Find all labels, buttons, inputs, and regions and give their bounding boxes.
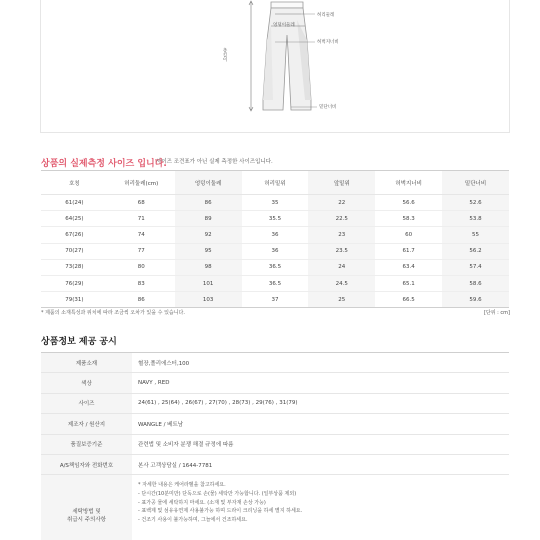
table-cell: 89 [175,211,242,227]
table-cell: 36 [242,227,309,243]
total-length-label: 총길이 [222,48,227,62]
table-cell: 103 [175,292,242,308]
size-header: 앞밑위 [308,171,375,195]
table-cell: 56.6 [375,195,442,211]
info-value: NAVY , RED [132,373,509,393]
table-cell: 36.5 [242,259,309,275]
table-cell: 67(26) [41,227,108,243]
table-cell: 83 [108,275,175,291]
hem-label: 밑단너비 [319,105,337,110]
table-row [41,211,509,227]
size-diagram-panel [40,0,510,133]
waist-label: 허리둘레 [317,13,335,18]
table-cell: 74 [108,227,175,243]
table-cell: 60 [375,227,442,243]
table-cell: 61(24) [41,195,108,211]
table-cell: 56.2 [442,243,509,259]
table-cell: 73(28) [41,259,108,275]
care-line: - 건조기 사용이 불가능하며, 그늘에서 건조하세요. [138,516,248,523]
info-value: 24(61) , 25(64) , 26(67) , 27(70) , 28(73) , 29(76) , 31(79) [132,393,509,413]
info-value: 관련법 및 소비자 분쟁 해결 규정에 따름 [132,434,509,454]
table-cell: 64(25) [41,211,108,227]
info-label: A/S책임자와 전화번호 [41,454,132,474]
size-header: 허리둘레(cm) [108,171,175,195]
table-cell: 58.3 [375,211,442,227]
table-cell: 86 [175,195,242,211]
table-cell: 23.5 [308,243,375,259]
table-cell: 35.5 [242,211,309,227]
table-cell: 52.6 [442,195,509,211]
table-cell: 58.6 [442,275,509,291]
table-row [41,275,509,291]
size-table-header-row [41,171,509,195]
size-section-title: 상품의 실제측정 사이즈 입니다. [41,159,167,169]
info-row [41,434,509,454]
table-row [41,292,509,308]
table-cell: 86 [108,292,175,308]
info-label: 제품소재 [41,353,132,373]
care-line: - 표백제 및 섬유유연제 사용불가능 하며 드라이 크리닝을 하세 별지 하세요. [138,508,303,515]
product-info-table [41,352,509,540]
info-value: WANGLE / 베트남 [132,414,509,434]
table-cell: 24 [308,259,375,275]
table-cell: 24.5 [308,275,375,291]
care-line: - 표가공 물에 세탁하지 마세요. (소재 및 부자재 손상 가능) [138,499,266,506]
table-cell: 79(31) [41,292,108,308]
size-header: 호칭 [41,171,108,195]
table-cell: 57.4 [442,259,509,275]
size-header: 엉덩이둘레 [175,171,242,195]
table-cell: 36.5 [242,275,309,291]
info-row [41,393,509,413]
info-row [41,454,509,474]
table-cell: 77 [108,243,175,259]
info-value: 혈장,폴리에스터,100 [132,353,509,373]
info-value: 본사 고객상담실 / 1644-7781 [132,454,509,474]
table-cell: 63.4 [375,259,442,275]
table-cell: 37 [242,292,309,308]
table-cell: 35 [242,195,309,211]
table-cell: 68 [108,195,175,211]
table-cell: 80 [108,259,175,275]
info-row [41,373,509,393]
size-section-subtitle: 사이즈 조견표가 아닌 실제 측정한 사이즈입니다. [156,159,273,165]
table-cell: 76(29) [41,275,108,291]
table-cell: 98 [175,259,242,275]
care-instructions [132,475,509,540]
table-cell: 71 [108,211,175,227]
unit-note: [단위 : cm] [483,310,510,316]
size-header: 밑단너비 [442,171,509,195]
care-label: 세탁방법 및 취급시 주의사항 [41,475,132,540]
table-cell: 55 [442,227,509,243]
table-cell: 22 [308,195,375,211]
table-row [41,227,509,243]
care-line: * 자세한 내용은 케어라벨을 참고하세요. [138,482,226,489]
table-cell: 25 [308,292,375,308]
table-cell: 92 [175,227,242,243]
table-cell: 53.8 [442,211,509,227]
size-table [41,170,509,308]
table-cell: 59.6 [442,292,509,308]
info-row-care [41,475,509,540]
info-label: 색상 [41,373,132,393]
info-label: 사이즈 [41,393,132,413]
table-cell: 22.5 [308,211,375,227]
info-section-title: 상품정보 제공 공시 [41,337,117,347]
table-row [41,243,509,259]
info-label: 제조자 / 원산지 [41,414,132,434]
size-header: 허리밑위 [242,171,309,195]
table-row [41,195,509,211]
info-row [41,353,509,373]
table-row [41,259,509,275]
measurement-note: * 제품의 소재특성과 위치에 따라 조금씩 오차가 있을 수 있습니다. [41,310,185,316]
table-cell: 66.5 [375,292,442,308]
hip-label: 엉덩이둘레 [273,23,295,28]
pants-diagram [211,0,351,133]
table-cell: 95 [175,243,242,259]
pants-outline-illustration [211,0,351,133]
size-header: 허벅지너비 [375,171,442,195]
info-label: 품질보증기준 [41,434,132,454]
table-cell: 36 [242,243,309,259]
info-row [41,414,509,434]
table-cell: 65.1 [375,275,442,291]
care-line: - 단시간(10분미만) 단독으로 손(물) 세탁만 가능합니다. (일부상품 제외) [138,490,297,497]
table-cell: 70(27) [41,243,108,259]
thigh-label: 허벅지너비 [317,40,339,45]
table-cell: 23 [308,227,375,243]
table-cell: 61.7 [375,243,442,259]
table-cell: 101 [175,275,242,291]
